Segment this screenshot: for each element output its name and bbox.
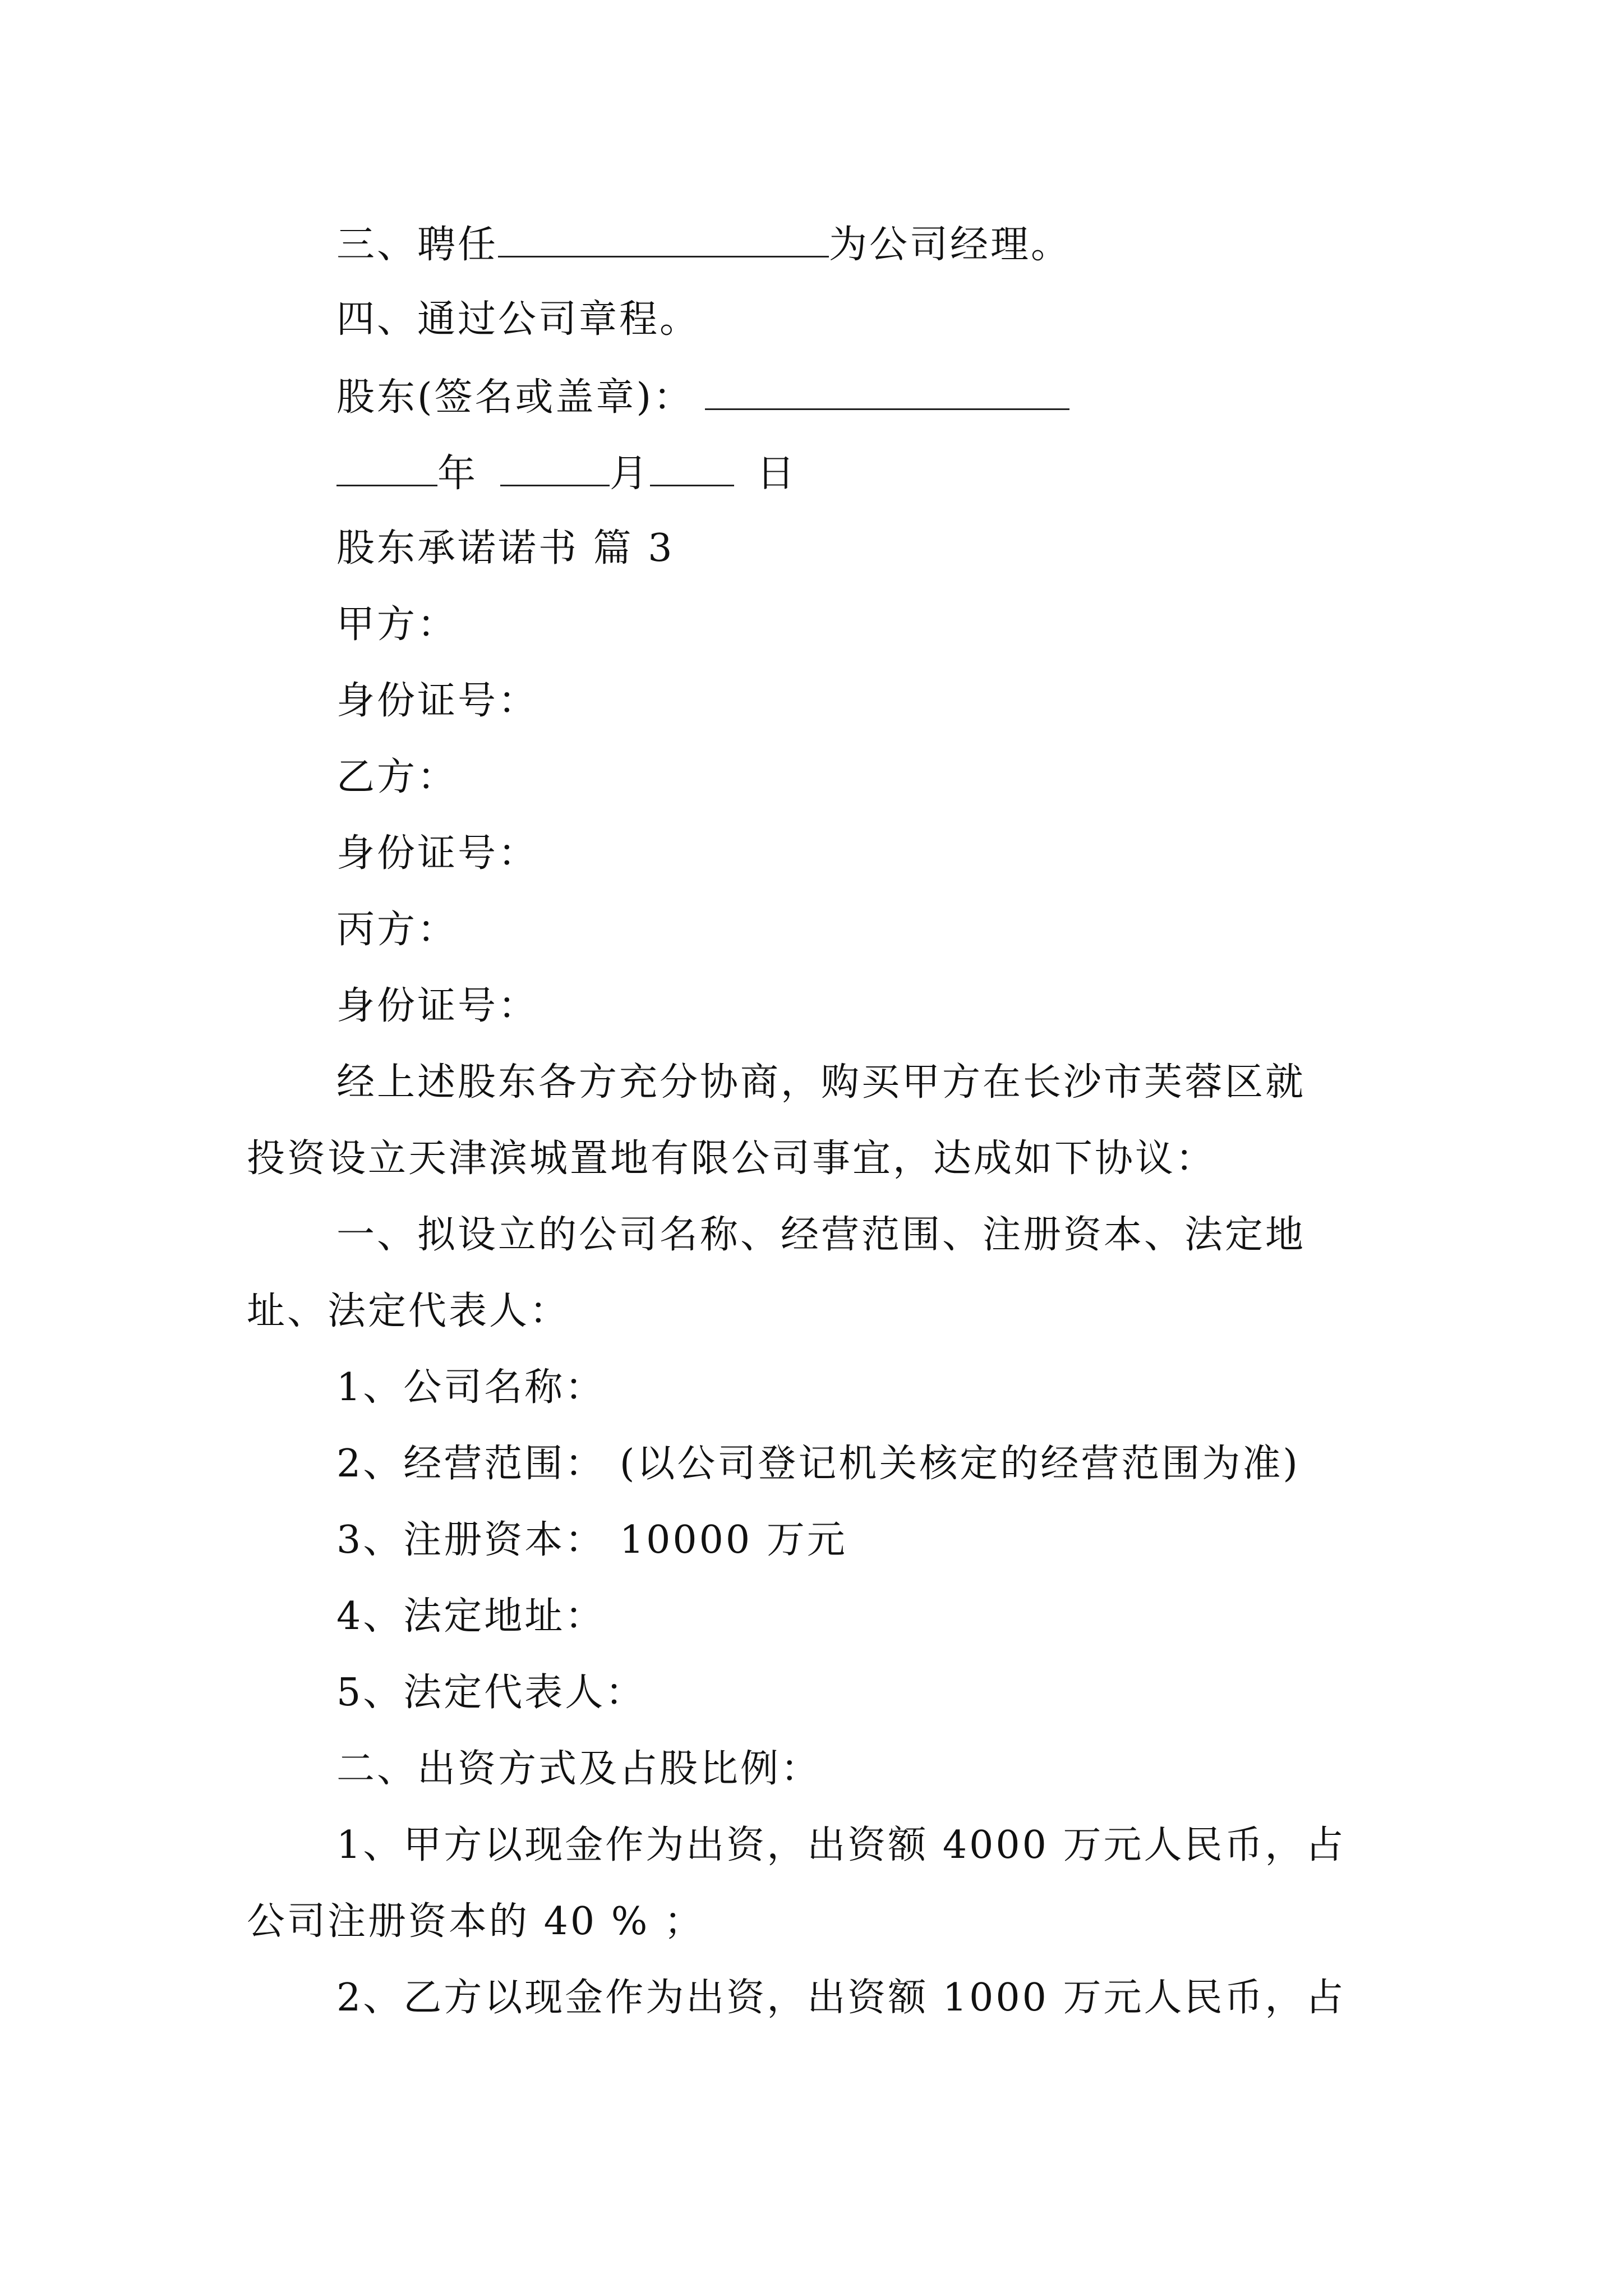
clause1-item-business-scope: 2、经营范围： (以公司登记机关核定的经营范围为准): [336, 1442, 1300, 1486]
day-blank[interactable]: [650, 450, 734, 486]
appoint-manager-line: [336, 221, 1071, 268]
clause1-line-1: 一、拟设立的公司名称、经营范围、注册资本、法定地: [336, 1213, 1306, 1257]
signature-label: 股东(签名或盖章)：: [336, 375, 694, 420]
clause2-item2-line-1: 2、乙方以现金作为出资，出资额 1000 万元人民币，占: [336, 1976, 1346, 2020]
party-c-label: 丙方：: [336, 908, 458, 952]
clause1-line-2: 址、法定代表人：: [247, 1289, 570, 1333]
year-label: 年: [437, 452, 478, 496]
year-blank[interactable]: [336, 450, 437, 486]
clause1-item-legal-address: 4、法定地址：: [336, 1594, 606, 1639]
clause1-item-registered-capital: 3、注册资本： 10000 万元: [336, 1518, 847, 1562]
signature-line: [336, 374, 1069, 420]
intro-line-2: 投资设立天津滨城置地有限公司事宜，达成如下协议：: [247, 1137, 1216, 1181]
clause1-item-legal-representative: 5、法定代表人：: [336, 1671, 646, 1715]
section-title: 股东承诺诺书 篇 3: [336, 526, 675, 570]
clause2-item1-line-2: 公司注册资本的 40 % ；: [247, 1899, 704, 1944]
date-line: [336, 450, 797, 496]
month-blank[interactable]: [500, 450, 610, 486]
intro-line-1: 经上述股东各方充分协商，购买甲方在长沙市芙蓉区就: [336, 1060, 1306, 1105]
clause2-item1-line-1: 1、甲方以现金作为出资，出资额 4000 万元人民币，占: [336, 1823, 1346, 1867]
party-c-id-label: 身份证号：: [336, 984, 539, 1028]
charter-line: 四、通过公司章程。: [336, 297, 700, 342]
month-label: 月: [610, 452, 651, 496]
party-a-label: 甲方：: [336, 602, 458, 647]
party-a-id-label: 身份证号：: [336, 679, 539, 723]
clause2-title: 二、出资方式及占股比例：: [336, 1747, 822, 1791]
appoint-prefix: 三、聘任: [336, 223, 499, 267]
day-label: 日: [757, 452, 797, 496]
signature-blank[interactable]: [705, 374, 1069, 410]
party-b-label: 乙方：: [336, 755, 458, 799]
manager-name-blank[interactable]: [498, 221, 829, 257]
appoint-suffix: 为公司经理。: [829, 223, 1072, 267]
clause1-item-company-name: 1、公司名称：: [336, 1365, 606, 1410]
party-b-id-label: 身份证号：: [336, 831, 539, 876]
